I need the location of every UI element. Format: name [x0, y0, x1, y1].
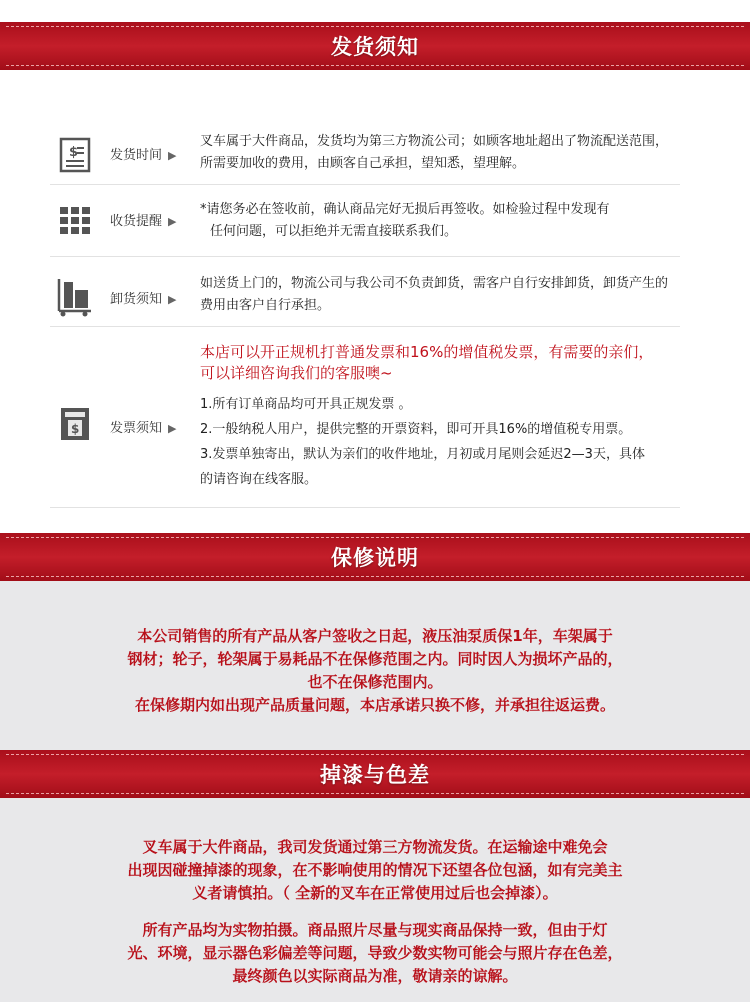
- shipping-notice-banner: [0, 22, 750, 70]
- paint-color-text: 叉车属于大件商品，我司发货通过第三方物流发货。在运输途中难免会 出现因碰撞掉漆的现象，在不影响使用的情况下还望各位包涵，如有完美主 义者请慎拍。（ 全新的叉车在正常使用过后也会掉漆）。 所有产品均为实物拍摄。商品照片尽量与现实商品保持一致，但由于灯 光、环境，显示器色彩偏差等问题，导致少数实物可能会与照片存在色差， 最终颜色以实际商品为准，敬请亲的谅解。: [127, 838, 623, 985]
- arrow-right-icon: ▶: [168, 293, 177, 306]
- warranty-title: 保修说明: [331, 545, 419, 570]
- invoice-notice-text: 1.所有订单商品均可开具正规发票 。 2.一般纳税人用户，提供完整的开票资料，即可开具16%的增值税专用票。 3.发票单独寄出，默认为亲们的收件地址，月初或月尾则会延迟2—3天，具体 的请咨询在线客服。: [200, 397, 645, 487]
- hand-truck-icon: [55, 277, 95, 317]
- paint-color-banner: [0, 750, 750, 798]
- paint-color-panel: [0, 798, 750, 1002]
- unloading-notice-label: 卸货须知 ▶: [110, 292, 177, 307]
- invoice-icon: [55, 404, 95, 444]
- arrow-right-icon: ▶: [168, 149, 177, 162]
- receipt-reminder-label: 收货提醒 ▶: [110, 214, 177, 229]
- warranty-panel: [0, 581, 750, 750]
- shipping-notice-title: 发货须知: [331, 34, 419, 59]
- divider: [50, 256, 680, 257]
- unloading-notice-text: 如送货上门的，物流公司与我公司不负责卸货，需客户自行安排卸货，卸货产生的 费用由客户自行承担。: [200, 276, 669, 313]
- arrow-right-icon: ▶: [168, 422, 177, 435]
- divider: [50, 326, 680, 327]
- invoice-highlight-text: 本店可以开正规机打普通发票和16%的增值税发票，有需要的亲们， 可以详细咨询我们的客服噢~: [200, 343, 654, 382]
- divider: [50, 507, 680, 508]
- arrow-right-icon: ▶: [168, 215, 177, 228]
- svg-text:$: $: [69, 145, 79, 160]
- grid-icon: [55, 201, 95, 241]
- document-dollar-icon: [55, 135, 95, 175]
- warranty-banner: [0, 533, 750, 581]
- svg-text:$: $: [71, 422, 80, 436]
- warranty-text: 本公司销售的所有产品从客户签收之日起，液压油泵质保1年，车架属于 钢材；轮子，轮架属于易耗品不在保修范围之内。同时因人为损坏产品的， 也不在保修范围内。 在保修期内如出现产品质量问题，本店承诺只换不修，并承担往返运费。: [127, 627, 623, 714]
- shipping-time-label: 发货时间 ▶: [110, 148, 177, 163]
- divider: [50, 184, 680, 185]
- receipt-reminder-text: *请您务必在签收前，确认商品完好无损后再签收。如检验过程中发现有 任何问题，可以拒绝并无需直接联系我们。: [200, 202, 610, 239]
- shipping-time-text: 叉车属于大件商品，发货均为第三方物流公司；如顾客地址超出了物流配送范围， 所需要加收的费用，由顾客自己承担，望知悉，望理解。: [200, 134, 669, 171]
- invoice-notice-label: 发票须知 ▶: [110, 421, 177, 436]
- paint-color-title: 掉漆与色差: [320, 762, 430, 787]
